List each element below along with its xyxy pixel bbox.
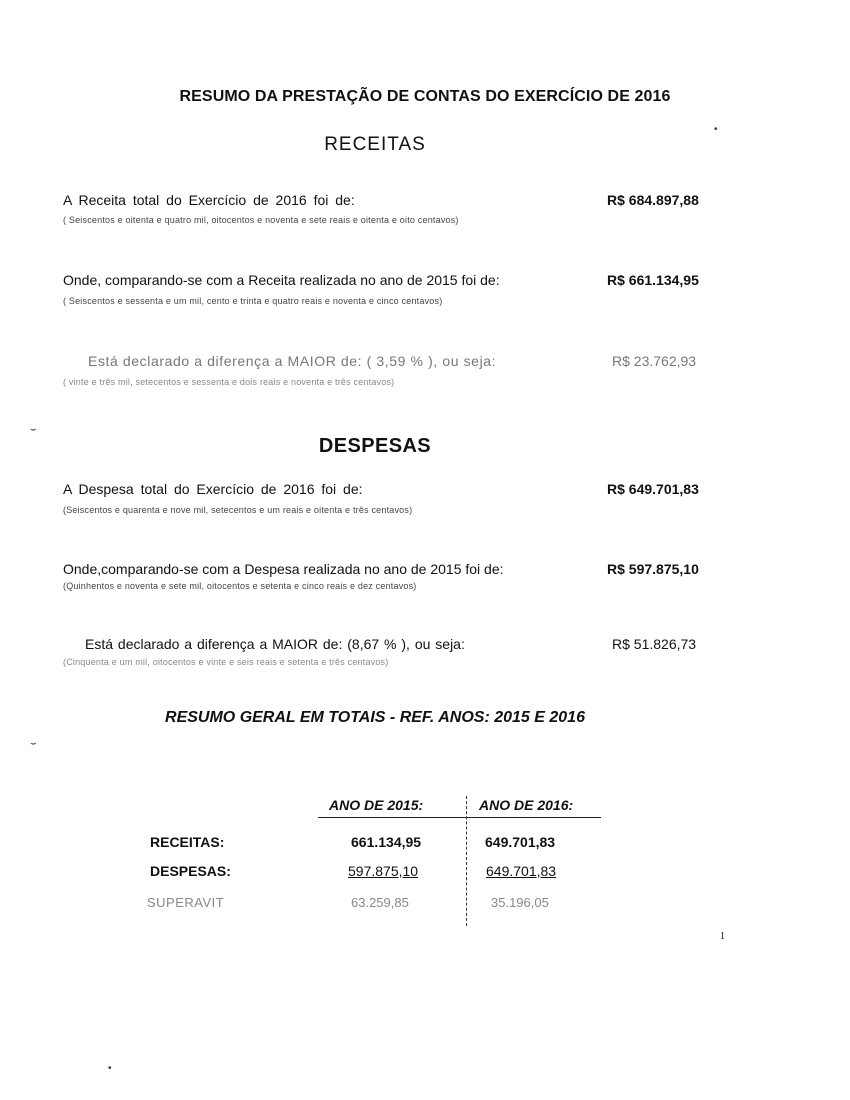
scan-edge-mark: ⌣ [30,738,37,749]
scan-edge-mark: ⌣ [30,424,37,435]
despesas-2015-value: 597.875,10 [348,863,419,879]
column-header-2015: ANO DE 2015: [329,797,424,813]
column-divider [466,796,467,926]
receita-compare-amount: R$ 661.134,95 [607,272,699,288]
document-title: RESUMO DA PRESTAÇÃO DE CONTAS DO EXERCÍCIO DE 2016 [179,88,671,105]
receita-total-amount: R$ 684.897,88 [607,192,699,208]
row-label-despesas: DESPESAS: [150,863,231,879]
receitas-heading: RECEITAS [324,134,426,155]
receita-diff-words: ( vinte e três mil, setecentos e sessenta e dois reais e noventa e três centavos) [63,377,395,387]
despesas-heading: DESPESAS [318,435,432,457]
despesa-diff-words: (Cinquenta e um mil, oitocentos e vinte e seis reais e setenta e três centavos) [63,657,389,667]
receita-compare-label: Onde, comparando-se com a Receita realizada no ano de 2015 foi de: [63,272,500,288]
despesas-2016-value: 649.701,83 [486,863,557,879]
despesa-diff-label: Está declarado a diferença a MAIOR de: (8,67 % ), ou seja: [85,636,465,652]
superavit-2016-value: 35.196,05 [491,895,549,910]
header-underline [318,817,601,818]
page-number: 1 [720,931,725,942]
receita-compare-words: ( Seiscentos e sessenta e um mil, cento e trinta e quatro reais e noventa e cinco centavos) [63,296,443,306]
scan-dot-mark: • [108,1063,112,1074]
despesa-compare-label: Onde,comparando-se com a Despesa realizada no ano de 2015 foi de: [63,561,504,577]
receitas-2016-value: 649.701,83 [485,834,556,850]
despesa-compare-amount: R$ 597.875,10 [607,561,699,577]
despesa-total-words: (Seiscentos e quarenta e nove mil, setecentos e um reais e oitenta e três centavos) [63,505,413,515]
despesa-total-label: A Despesa total do Exercício de 2016 foi de: [63,481,363,497]
receita-diff-label: Está declarado a diferença a MAIOR de: ( 3,59 % ), ou seja: [88,353,497,369]
despesa-diff-amount: R$ 51.826,73 [612,636,697,652]
receita-total-words: ( Seiscentos e oitenta e quatro mil, oitocentos e noventa e sete reais e oitenta e oito centavos) [63,215,459,225]
scan-dot-mark: • [714,124,718,135]
despesa-total-amount: R$ 649.701,83 [607,481,699,497]
receitas-2015-value: 661.134,95 [351,834,422,850]
receita-diff-amount: R$ 23.762,93 [612,353,697,369]
despesa-compare-words: (Quinhentos e noventa e sete mil, oitocentos e setenta e cinco reais e dez centavos) [63,581,417,591]
row-label-superavit: SUPERAVIT [147,895,225,910]
resumo-heading: RESUMO GERAL EM TOTAIS - REF. ANOS: 2015 E 2016 [165,709,585,726]
column-header-2016: ANO DE 2016: [479,797,574,813]
superavit-2015-value: 63.259,85 [351,895,409,910]
row-label-receitas: RECEITAS: [150,834,225,850]
receita-total-label: A Receita total do Exercício de 2016 foi de: [63,192,355,208]
